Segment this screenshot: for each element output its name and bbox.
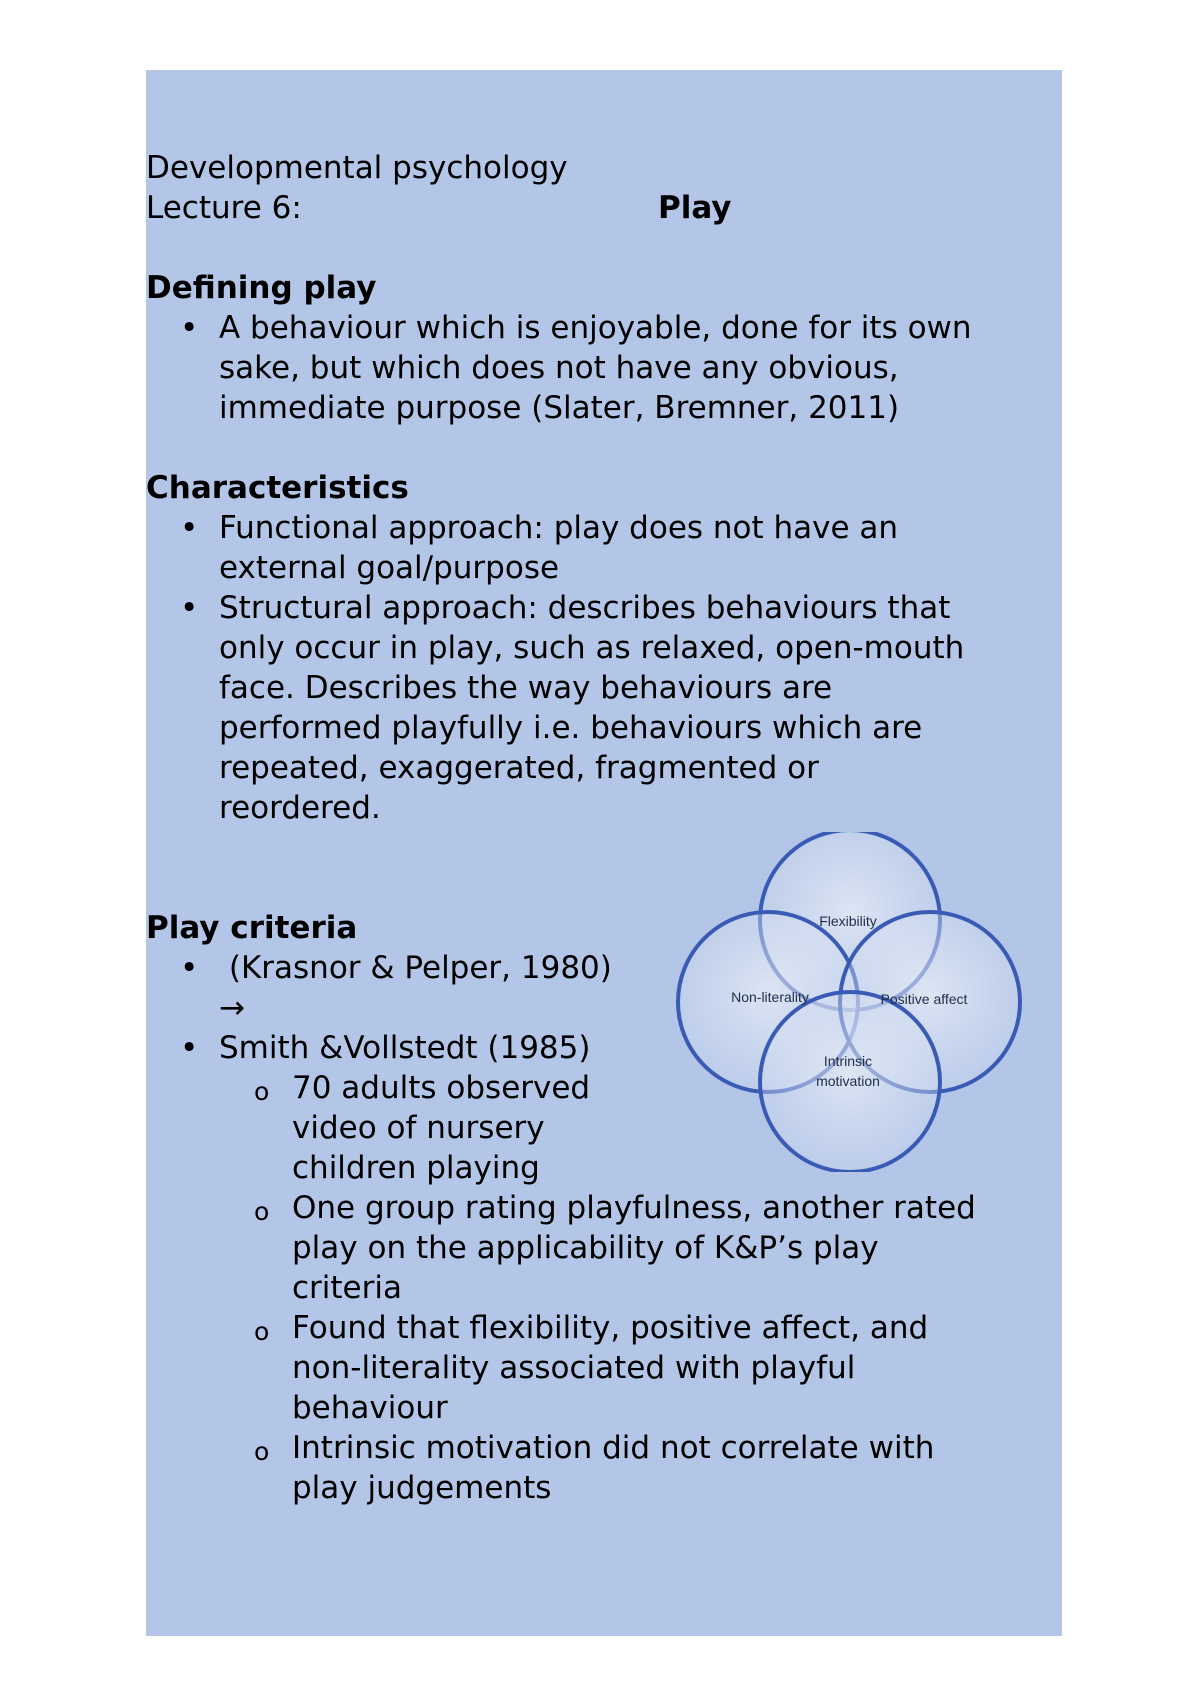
text-line: • Structural approach: describes behaviours that [219,590,951,626]
text-line: repeated, exaggerated, fragmented or [219,750,819,786]
text-line: play on the applicability of K&P’s play [292,1230,879,1266]
text-line: children playing [292,1150,540,1186]
text-line: video of nursery [292,1110,545,1146]
text-line: external goal/purpose [219,550,560,586]
play-criteria-venn-diagram [668,832,1028,1172]
text-line: • Smith &Vollstedt (1985) [219,1030,591,1066]
lecture-topic: Play [658,190,732,226]
characteristics-list [146,508,1062,828]
text-line: • Functional approach: play does not have an [219,510,899,546]
text-line: o Found that flexibility, positive affect, and [292,1310,929,1346]
list-item [146,508,1062,588]
sub-list-item [146,1308,1062,1428]
document-body [146,148,1062,1508]
text-line: face. Describes the way behaviours are [219,670,833,706]
text-line: play judgements [292,1470,552,1506]
text-line: behaviour [292,1390,448,1426]
text-line: • A behaviour which is enjoyable, done for its own [219,310,972,346]
sub-list-item [146,1188,1062,1308]
course-title: Developmental psychology [146,150,568,186]
lecture-title-row [146,188,1062,228]
arrow-right-icon: → [219,990,245,1026]
text-line: sake, but which does not have any obvious, [219,350,899,386]
defining-list [146,308,1062,428]
heading-defining-play: Defining play [146,270,377,306]
text-line: reordered. [219,790,381,826]
text-line: • (Krasnor & Pelper, 1980) [219,950,612,986]
text-line: non-literality associated with playful [292,1350,856,1386]
venn-label-non-literality: Non-literality [731,989,809,1005]
venn-label-flexibility: Flexibility [819,913,877,929]
text-line: o Intrinsic motivation did not correlate with [292,1430,935,1466]
venn-label-intrinsic: Intrinsic [823,1053,873,1069]
text-line: only occur in play, such as relaxed, open-mouth [219,630,965,666]
list-item [146,588,1062,828]
lecture-label: Lecture 6: [146,190,302,226]
venn-label-motivation: motivation [816,1073,880,1089]
list-item [146,308,1062,428]
venn-label-positive-affect: Positive affect [880,991,968,1007]
heading-characteristics: Characteristics [146,470,409,506]
text-line: criteria [292,1270,402,1306]
text-line: performed playfully i.e. behaviours which are [219,710,923,746]
text-line: immediate purpose (Slater, Bremner, 2011) [219,390,900,426]
heading-play-criteria: Play criteria [146,910,358,946]
text-line: o One group rating playfulness, another rated [292,1190,976,1226]
sub-list-item [146,1428,1062,1508]
text-line: o 70 adults observed [292,1070,591,1106]
